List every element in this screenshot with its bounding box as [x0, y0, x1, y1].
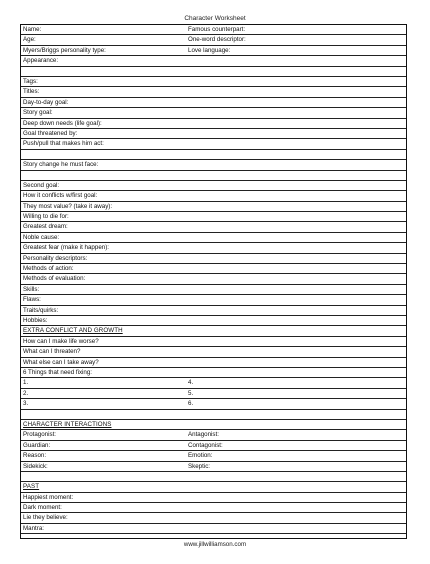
- row-label: Day-to-day goal:: [23, 98, 69, 106]
- worksheet-row: [21, 358, 406, 368]
- footer-url: www.jillwilliamson.com: [183, 541, 247, 548]
- row-label-right: 5.: [188, 389, 194, 397]
- row-label: Flaws:: [23, 296, 41, 304]
- blank-row: [21, 410, 406, 420]
- row-label: 6 Things that need fixing:: [23, 368, 93, 376]
- row-label: Noble cause:: [23, 233, 60, 241]
- row-label: Reason:: [23, 452, 47, 460]
- row-label: EXTRA CONFLICT AND GROWTH: [23, 327, 123, 335]
- row-label-right: Skeptic:: [188, 462, 211, 470]
- row-label: Protagonist:: [23, 431, 57, 439]
- blank-row: [21, 67, 406, 77]
- worksheet-row: [21, 513, 406, 523]
- row-label: Appearance:: [23, 57, 59, 65]
- row-label: Deep down needs (life goal):: [23, 119, 102, 127]
- row-label-right: Contagonist:: [188, 441, 223, 449]
- worksheet-row: [21, 274, 406, 284]
- worksheet-row: [21, 212, 406, 222]
- worksheet-row: [21, 222, 406, 232]
- worksheet-row: [21, 462, 406, 472]
- worksheet-row: [21, 389, 406, 399]
- worksheet-row: [21, 160, 406, 170]
- worksheet-row: [21, 524, 406, 534]
- row-label: Guardian:: [23, 441, 51, 449]
- row-label: What else can I take away?: [23, 358, 99, 366]
- row-label: How it conflicts w/first goal:: [23, 192, 98, 200]
- row-label: Sidekick:: [23, 462, 48, 470]
- worksheet-row: [21, 191, 406, 201]
- worksheet-row: [21, 25, 406, 35]
- worksheet-row: [21, 347, 406, 357]
- row-label-right: Love language:: [188, 46, 231, 54]
- worksheet-row: [21, 77, 406, 87]
- row-label-right: Famous counterpart:: [188, 26, 246, 33]
- row-label: Age:: [23, 36, 36, 44]
- row-label: They most value? (take it away):: [23, 202, 113, 210]
- row-label-right: Emotion:: [188, 452, 213, 460]
- row-label: Push/pull that makes him act:: [23, 140, 104, 148]
- row-label: Second goal:: [23, 181, 60, 189]
- blank-row: [21, 150, 406, 160]
- section-heading: [21, 482, 406, 492]
- row-label: 2.: [23, 389, 29, 397]
- row-label: Methods of evaluation:: [23, 275, 86, 283]
- row-label: Skills:: [23, 285, 40, 293]
- worksheet-row: [21, 430, 406, 440]
- row-label: Hobbies:: [23, 317, 48, 325]
- worksheet-row: [21, 399, 406, 409]
- worksheet-row: [21, 202, 406, 212]
- worksheet-row: [21, 503, 406, 513]
- worksheet-row: [21, 233, 406, 243]
- worksheet-row: [21, 264, 406, 274]
- row-label: Name:: [23, 26, 42, 33]
- row-label: Personality descriptors:: [23, 254, 88, 262]
- worksheet-row: [21, 306, 406, 316]
- row-label: Goal threatened by:: [23, 129, 78, 137]
- worksheet-row: [21, 295, 406, 305]
- row-label: Dark moment:: [23, 504, 62, 512]
- worksheet-row: [21, 316, 406, 326]
- row-label: What can I threaten?: [23, 348, 81, 356]
- page-title: Character Worksheet: [184, 15, 246, 22]
- row-label: Tags:: [23, 77, 38, 85]
- worksheet-row: [21, 129, 406, 139]
- row-label: How can I make life worse?: [23, 337, 99, 345]
- row-label: Myers/Briggs personality type:: [23, 46, 106, 54]
- worksheet-row: [21, 98, 406, 108]
- row-label: Traits/quirks:: [23, 306, 59, 314]
- row-label-right: 4.: [188, 379, 194, 387]
- worksheet-row: [21, 56, 406, 66]
- row-label: Greatest fear (make it happen):: [23, 244, 109, 252]
- worksheet-row: [21, 181, 406, 191]
- row-label: 3.: [23, 400, 29, 408]
- row-label: Happiest moment:: [23, 493, 74, 501]
- section-heading: [21, 420, 406, 430]
- worksheet-row: [21, 35, 406, 45]
- worksheet-row: [21, 87, 406, 97]
- row-label: Story change he must face:: [23, 161, 99, 169]
- row-label: Lie they believe:: [23, 514, 68, 522]
- worksheet-row: [21, 493, 406, 503]
- row-label: Greatest dream:: [23, 223, 68, 231]
- row-label: 1.: [23, 379, 29, 387]
- row-label: PAST: [23, 483, 40, 491]
- section-heading: [21, 326, 406, 336]
- blank-row: [21, 472, 406, 482]
- worksheet-row: [21, 139, 406, 149]
- worksheet-row: [21, 378, 406, 388]
- row-label: CHARACTER INTERACTIONS: [23, 420, 112, 428]
- worksheet-row: [21, 46, 406, 56]
- worksheet-row: [21, 243, 406, 253]
- blank-row: [21, 171, 406, 181]
- worksheet-row: [21, 451, 406, 461]
- row-label-right: 6.: [188, 400, 194, 408]
- worksheet-row: [21, 337, 406, 347]
- row-label: Titles:: [23, 88, 40, 96]
- row-label: Story goal:: [23, 109, 53, 117]
- worksheet-row: [21, 254, 406, 264]
- row-label-right: Antagonist:: [188, 431, 219, 439]
- worksheet-row: [21, 119, 406, 129]
- worksheet-row: [21, 441, 406, 451]
- worksheet-table: [20, 24, 407, 539]
- worksheet-row: [21, 368, 406, 378]
- row-label-right: One-word descriptor:: [188, 36, 246, 44]
- row-label: Methods of action:: [23, 265, 74, 273]
- worksheet-row: [21, 108, 406, 118]
- row-label: Mantra:: [23, 524, 44, 532]
- worksheet-row: [21, 285, 406, 295]
- row-label: Willing to die for:: [23, 213, 69, 221]
